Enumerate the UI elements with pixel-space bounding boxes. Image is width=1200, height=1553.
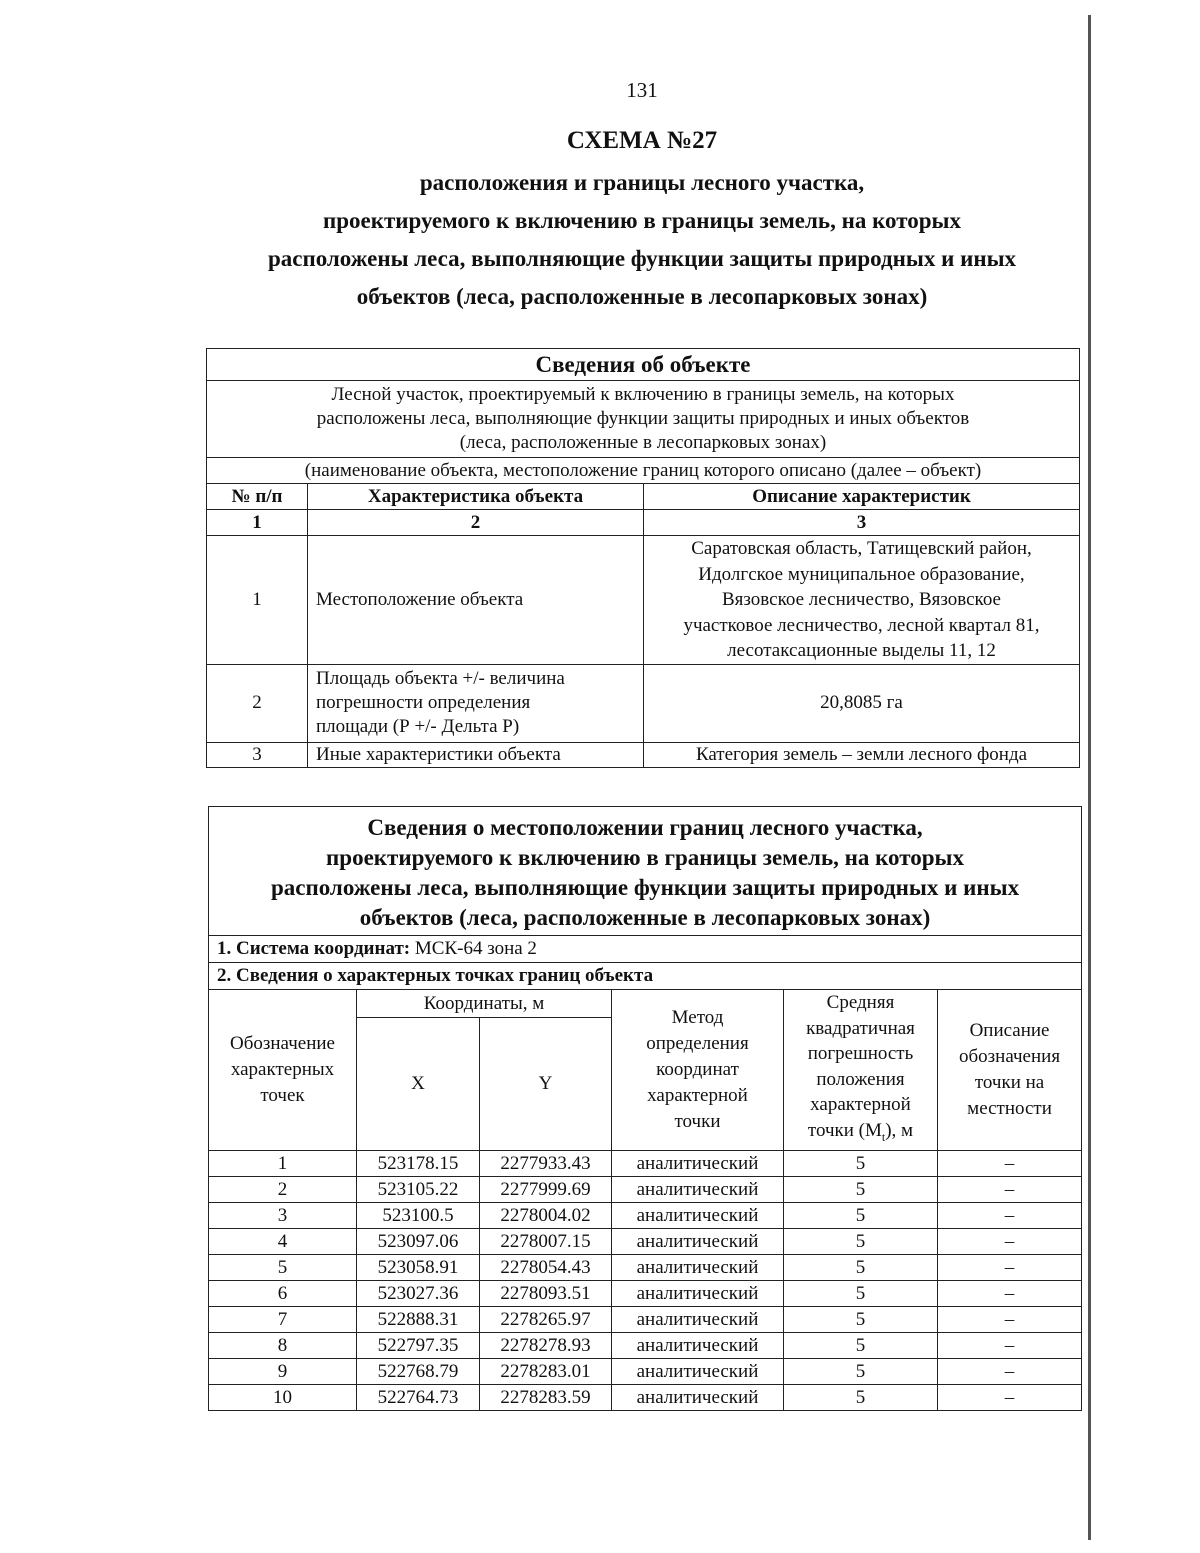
- table-row: [209, 1176, 1082, 1202]
- col-header-error: [784, 990, 938, 1151]
- col-header-x: X: [357, 1018, 480, 1150]
- point-error: 5: [784, 1254, 938, 1280]
- point-y: 2278054.43: [480, 1254, 612, 1280]
- header-line: расположены леса, выполняющие функции защиты природных и иных: [270, 875, 1020, 900]
- point-x: 522768.79: [357, 1358, 480, 1384]
- col-number: 3: [644, 510, 1080, 536]
- coord-system-row: [209, 936, 1082, 963]
- point-description: –: [938, 1306, 1082, 1332]
- text-line: Иные характеристики объекта: [316, 743, 561, 765]
- col-header-coordinates: Координаты, м: [357, 990, 612, 1018]
- row-number: 1: [207, 536, 308, 665]
- col-header-point: [209, 990, 357, 1151]
- table-row: [209, 1202, 1082, 1228]
- header-line: Сведения о местоположении границ лесного участка,: [367, 815, 923, 840]
- text-line: Площадь объекта +/- величина: [316, 668, 565, 689]
- title-line: расположены леса, выполняющие функции защиты природных и иных: [267, 246, 1017, 271]
- header-line: определения: [646, 1032, 749, 1054]
- col-number: 2: [308, 510, 644, 536]
- point-y: 2277933.43: [480, 1150, 612, 1176]
- point-y: 2278004.02: [480, 1202, 612, 1228]
- point-id: 5: [209, 1254, 357, 1280]
- table-row: [207, 536, 1080, 665]
- header-line: Обозначение: [230, 1032, 335, 1054]
- point-id: 4: [209, 1228, 357, 1254]
- text-line: Вязовское лесничество, Вязовское: [721, 589, 1001, 610]
- text-line: Категория земель – земли лесного фонда: [695, 743, 1028, 765]
- point-error: 5: [784, 1306, 938, 1332]
- point-id: 7: [209, 1306, 357, 1332]
- coord-system-value: МСК-64 зона 2: [414, 938, 537, 959]
- row-characteristic: [308, 536, 644, 665]
- point-method: аналитический: [612, 1384, 784, 1410]
- point-description: –: [938, 1176, 1082, 1202]
- point-y: 2278278.93: [480, 1332, 612, 1358]
- row-description: [644, 664, 1080, 742]
- schema-title: СХЕМА №27: [566, 127, 718, 154]
- point-error: 5: [784, 1358, 938, 1384]
- point-error: 5: [784, 1202, 938, 1228]
- point-x: 523058.91: [357, 1254, 480, 1280]
- text-line: Идолгское муниципальное образование,: [698, 563, 1025, 585]
- col-header-description: Описание характеристик: [644, 484, 1080, 510]
- header-line: характерных: [230, 1058, 335, 1080]
- header-line: точек: [260, 1084, 305, 1106]
- table-row: [209, 1254, 1082, 1280]
- text-line: участковое лесничество, лесной квартал 81,: [683, 614, 1040, 636]
- header-line: погрешность: [807, 1043, 914, 1064]
- col-number: 1: [207, 510, 308, 536]
- point-id: 6: [209, 1280, 357, 1306]
- object-note: (наименование объекта, местоположение границ которого описано (далее – объект): [207, 458, 1080, 484]
- point-error: 5: [784, 1150, 938, 1176]
- header-line: точки $(M_t)$, м: [807, 1119, 914, 1144]
- point-y: 2278265.97: [480, 1306, 612, 1332]
- header-line: объектов (леса, расположенные в лесопарковых зонах): [359, 905, 931, 930]
- header-line: положения: [816, 1068, 905, 1090]
- point-id: 1: [209, 1150, 357, 1176]
- point-id: 9: [209, 1358, 357, 1384]
- point-error: 5: [784, 1384, 938, 1410]
- point-id: 3: [209, 1202, 357, 1228]
- title-line: расположения и границы лесного участка,: [419, 170, 865, 195]
- points-body: [209, 1150, 1082, 1410]
- point-method: аналитический: [612, 1332, 784, 1358]
- header-line: характерной: [647, 1084, 748, 1106]
- point-description: –: [938, 1332, 1082, 1358]
- points-header: 2. Сведения о характерных точках границ объекта: [209, 963, 1082, 990]
- point-description: –: [938, 1202, 1082, 1228]
- point-x: 523105.22: [357, 1176, 480, 1202]
- text-line: площади (Р +/- Дельта Р): [316, 716, 520, 737]
- table-row: [209, 1358, 1082, 1384]
- point-method: аналитический: [612, 1280, 784, 1306]
- object-name-cell: [207, 381, 1080, 458]
- text-line: погрешности определения: [316, 692, 531, 713]
- point-y: 2277999.69: [480, 1176, 612, 1202]
- point-error: 5: [784, 1228, 938, 1254]
- point-x: 523097.06: [357, 1228, 480, 1254]
- table-row: [207, 742, 1080, 767]
- text-line: Саратовская область, Татищевский район,: [691, 538, 1032, 559]
- point-method: аналитический: [612, 1358, 784, 1384]
- point-error: 5: [784, 1280, 938, 1306]
- object-name-line: (леса, расположенные в лесопарковых зонах): [459, 432, 827, 453]
- row-description: [644, 742, 1080, 767]
- header-line: точки: [674, 1110, 721, 1132]
- row-characteristic: [308, 742, 644, 767]
- point-method: аналитический: [612, 1150, 784, 1176]
- row-number: 2: [207, 664, 308, 742]
- object-name-line: Лесной участок, проектируемый к включению в границы земель, на которых: [331, 384, 955, 405]
- header-line: координат: [656, 1058, 739, 1080]
- header-line: Описание: [969, 1019, 1050, 1041]
- point-method: аналитический: [612, 1176, 784, 1202]
- point-description: –: [938, 1384, 1082, 1410]
- point-description: –: [938, 1228, 1082, 1254]
- point-x: 522888.31: [357, 1306, 480, 1332]
- document-title: [180, 126, 1104, 316]
- table-row: [209, 1384, 1082, 1410]
- point-y: 2278283.59: [480, 1384, 612, 1410]
- point-description: –: [938, 1358, 1082, 1384]
- text-line: 20,8085 га: [820, 692, 903, 713]
- header-line: Средняя: [826, 992, 895, 1013]
- col-header-characteristic: Характеристика объекта: [308, 484, 644, 510]
- boundary-info-table: [208, 806, 1082, 1411]
- point-error: 5: [784, 1332, 938, 1358]
- point-method: аналитический: [612, 1202, 784, 1228]
- col-header-number: № п/п: [207, 484, 308, 510]
- point-x: 522764.73: [357, 1384, 480, 1410]
- title-line: объектов (леса, расположенные в лесопарковых зонах): [356, 284, 928, 309]
- point-method: аналитический: [612, 1228, 784, 1254]
- point-id: 10: [209, 1384, 357, 1410]
- text-line: Местоположение объекта: [316, 588, 524, 610]
- point-x: 523027.36: [357, 1280, 480, 1306]
- point-y: 2278283.01: [480, 1358, 612, 1384]
- point-description: –: [938, 1280, 1082, 1306]
- header-line: обозначения: [958, 1045, 1061, 1067]
- boundary-info-header: [209, 807, 1082, 936]
- row-description: [644, 536, 1080, 665]
- col-header-y: Y: [480, 1018, 612, 1150]
- title-line: проектируемого к включению в границы земель, на которых: [323, 208, 961, 233]
- object-info-table: [206, 348, 1080, 768]
- header-line: проектируемого к включению в границы земель, на которых: [326, 845, 965, 870]
- point-error: 5: [784, 1176, 938, 1202]
- header-line: характерной: [810, 1094, 911, 1115]
- row-characteristic: [308, 664, 644, 742]
- header-line: точки на: [974, 1071, 1045, 1093]
- object-name-line: расположены леса, выполняющие функции защиты природных и иных объектов: [316, 408, 970, 429]
- header-line: местности: [967, 1097, 1052, 1119]
- col-header-method: [612, 990, 784, 1151]
- table-row: [207, 664, 1080, 742]
- coord-system-label: 1. Система координат:: [217, 938, 411, 959]
- point-y: 2278093.51: [480, 1280, 612, 1306]
- page-number: 131: [626, 78, 658, 102]
- point-description: –: [938, 1150, 1082, 1176]
- point-y: 2278007.15: [480, 1228, 612, 1254]
- header-line: квадратичная: [806, 1017, 915, 1039]
- point-method: аналитический: [612, 1254, 784, 1280]
- table-row: [209, 1150, 1082, 1176]
- header-line: Метод: [671, 1006, 724, 1028]
- point-x: 522797.35: [357, 1332, 480, 1358]
- point-description: –: [938, 1254, 1082, 1280]
- point-method: аналитический: [612, 1306, 784, 1332]
- point-id: 8: [209, 1332, 357, 1358]
- point-x: 523100.5: [357, 1202, 480, 1228]
- table-row: [209, 1280, 1082, 1306]
- point-id: 2: [209, 1176, 357, 1202]
- table-row: [209, 1332, 1082, 1358]
- table-row: [209, 1306, 1082, 1332]
- table-row: [209, 1228, 1082, 1254]
- row-number: 3: [207, 742, 308, 767]
- object-info-header: Сведения об объекте: [207, 349, 1080, 381]
- col-header-description: [938, 990, 1082, 1151]
- point-x: 523178.15: [357, 1150, 480, 1176]
- text-line: лесотаксационные выделы 11, 12: [727, 640, 996, 661]
